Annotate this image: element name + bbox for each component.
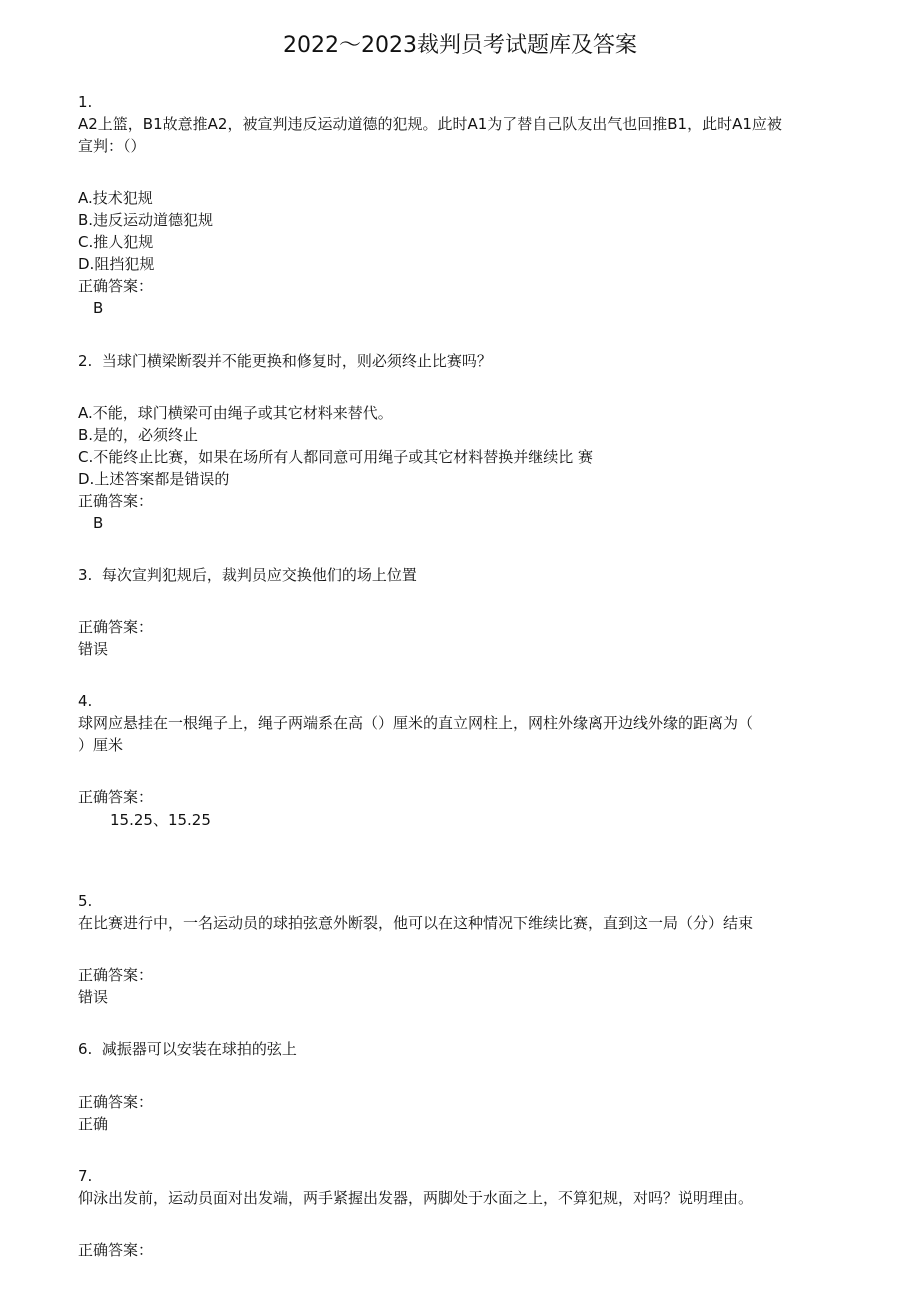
option-d: D.阻挡犯规	[78, 255, 155, 273]
option-d: D.上述答案都是错误的	[78, 470, 230, 488]
question-text	[78, 351, 492, 371]
question-number: 6.	[78, 1040, 93, 1058]
question-text: 球网应悬挂在一根绳子上，绳子两端系在高（）厘米的直立网柱上，网柱外缘离开边线外缘的距离为（	[78, 714, 754, 732]
question-text: 在比赛进行中，一名运动员的球拍弦意外断裂，他可以在这种情况下维续比赛，直到这一局（分）结束	[78, 914, 754, 932]
question-text: 宣判：（）	[78, 137, 146, 155]
option-b: B.是的，必须终止	[78, 426, 199, 444]
option-a: A.不能，球门横梁可由绳子或其它材料来替代。	[78, 404, 393, 422]
answer-label: 正确答案：	[78, 618, 154, 636]
question-number: 2.	[78, 352, 93, 370]
question-number: 4.	[78, 692, 93, 710]
question-text: ）厘米	[78, 736, 124, 754]
question-text: A2上篮，B1故意推A2，被宣判违反运动道德的犯规。此时A1为了替自己队友出气也回推B1，此时A1应被	[78, 115, 782, 133]
answer-value: 15.25、15.25	[110, 811, 211, 829]
question-number: 3.	[78, 566, 93, 584]
answer-value: 正确	[78, 1115, 109, 1133]
question-number: 1.	[78, 93, 93, 111]
question-body: 当球门横梁断裂并不能更换和修复时，则必须终止比赛吗？	[101, 352, 492, 370]
question-number: 7.	[78, 1167, 93, 1185]
question-body: 每次宣判犯规后，裁判员应交换他们的场上位置	[101, 566, 417, 584]
question-number: 5.	[78, 892, 93, 910]
answer-value: 错误	[78, 988, 109, 1006]
answer-label: 正确答案：	[78, 277, 154, 295]
answer-label: 正确答案：	[78, 1093, 154, 1111]
option-b: B.违反运动道德犯规	[78, 211, 214, 229]
document-title: 2022～2023裁判员考试题库及答案	[283, 33, 637, 58]
question-text: 仰泳出发前，运动员面对出发端，两手紧握出发器，两脚处于水面之上，不算犯规，对吗？说明理由。	[78, 1189, 754, 1207]
answer-label: 正确答案：	[78, 492, 154, 510]
answer-value: B	[93, 299, 104, 317]
answer-value: 错误	[78, 640, 109, 658]
answer-value: B	[93, 514, 104, 532]
answer-label: 正确答案：	[78, 966, 154, 984]
answer-label: 正确答案：	[78, 788, 154, 806]
option-c: C.推人犯规	[78, 233, 154, 251]
option-a: A.技术犯规	[78, 189, 153, 207]
question-text	[78, 565, 417, 585]
question-body: 减振器可以安装在球拍的弦上	[101, 1040, 297, 1058]
answer-label: 正确答案：	[78, 1241, 154, 1259]
option-c: C.不能终止比赛，如果在场所有人都同意可用绳子或其它材料替换并继续比 赛	[78, 448, 594, 466]
question-text	[78, 1039, 297, 1059]
